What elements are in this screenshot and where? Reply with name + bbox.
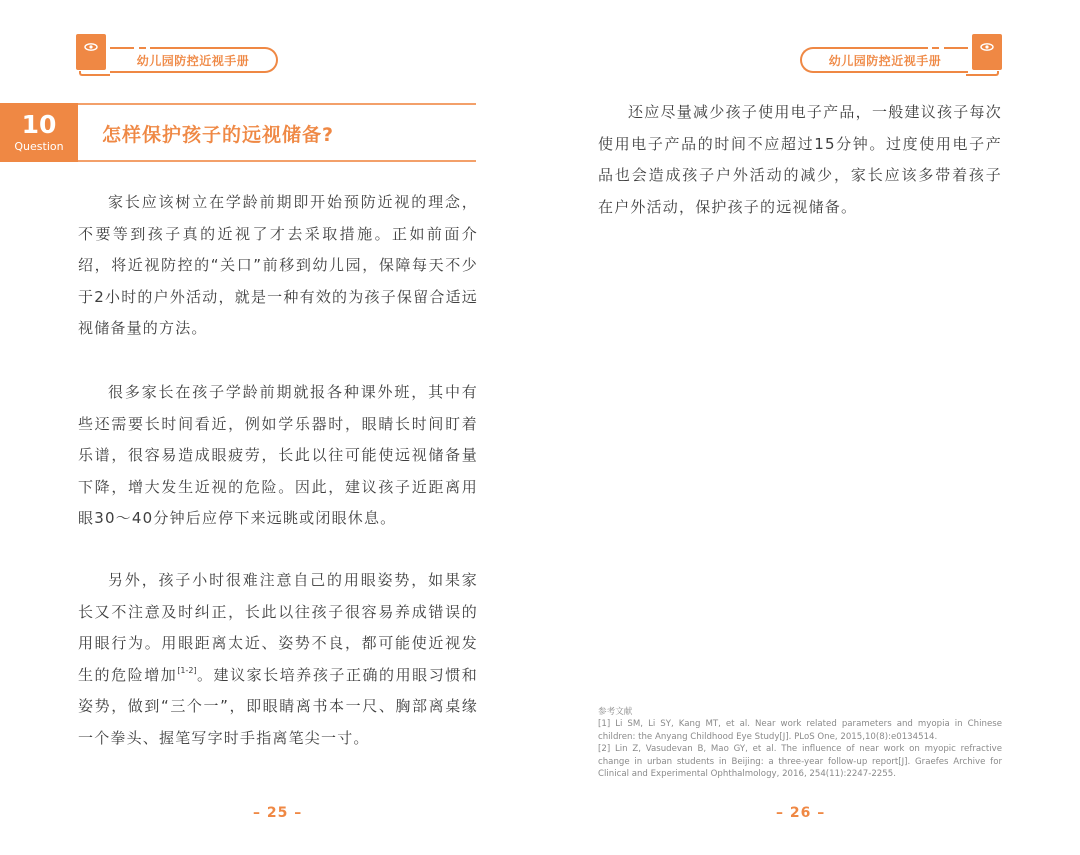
paragraph: 还应尽量减少孩子使用电子产品，一般建议孩子每次使用电子产品的时间不应超过15分钟。过度使用电子产品也会造成孩子户外活动的减少，家长应该多带着孩子在户外活动，保护孩子的远视储备。 [598,103,1002,216]
book-title-badge [800,34,1002,76]
question-number-box [0,103,78,162]
references-title: 参考文献 [598,707,633,717]
book-title-pill [110,47,278,73]
question-title: 怎样保护孩子的远视储备? [102,124,335,146]
question-label: Question [14,139,64,153]
citation-link[interactable]: [1-2] [177,665,197,675]
divider [78,160,476,162]
pill-gap [928,47,932,49]
book-icon [972,34,1002,70]
paragraph-text: 。建议家长培养孩子正确的用眼习惯和姿势，做到“三个一”，即眼睛离书本一尺、胸部离桌缘一个拳头、握笔写字时手指离笔尖一寸。 [78,665,478,747]
reference-item: [2] Lin Z, Vasudevan B, Mao GY, et al. The influence of near work on myopic refractive change in urban students in Beijing: a three-year follow-up report[J]. Graefes Archive for Clinical and Experimental Ophthalmology, 2016, 254(11):2247-2255. [598,744,1002,780]
paragraph [78,565,478,754]
question-header [0,103,476,162]
eye-icon [84,43,98,51]
pill-gap [939,47,944,49]
book-title: 幼儿园防控近视手册 [828,53,942,68]
page-number: – 25 – [253,805,303,821]
reference-item: [1] Li SM, Li SY, Kang MT, et al. Near work related parameters and myopia in Chinese children: the Anyang Childhood Eye Study[J]. PLoS One, 2015,10(8):e0134514. [598,719,1002,742]
book-title-pill [800,47,968,73]
paragraph-text: 另外，孩子小时很难注意自己的用眼姿势，如果家长又不注意及时纠正，长此以往孩子很容易养成错误的用眼行为。用眼距离太近、姿势不良，都可能使近视发生的危险增加 [78,571,478,684]
pill-gap [134,47,139,49]
book-title: 幼儿园防控近视手册 [136,53,250,68]
book-icon [76,34,106,70]
eye-icon [980,43,994,51]
right-page [540,0,1080,855]
book-title-badge [76,34,278,76]
divider [78,103,476,105]
paragraph: 很多家长在孩子学龄前期就报各种课外班，其中有些还需要长时间看近，例如学乐器时，眼睛长时间盯着乐谱，很容易造成眼疲劳，长此以往可能使远视储备量下降，增大发生近视的危险。因此，建议孩子近距离用眼30～40分钟后应停下来远眺或闭眼休息。 [78,383,478,527]
page-number: – 26 – [776,805,826,821]
pill-gap [146,47,150,49]
question-number: 10 [21,109,57,139]
paragraph: 家长应该树立在学龄前期即开始预防近视的理念，不要等到孩子真的近视了才去采取措施。正如前面介绍，将近视防控的“关口”前移到幼儿园，保障每天不少于2小时的户外活动，就是一种有效的为孩子保留合适远视储备量的方法。 [78,193,478,337]
references [598,706,1002,780]
